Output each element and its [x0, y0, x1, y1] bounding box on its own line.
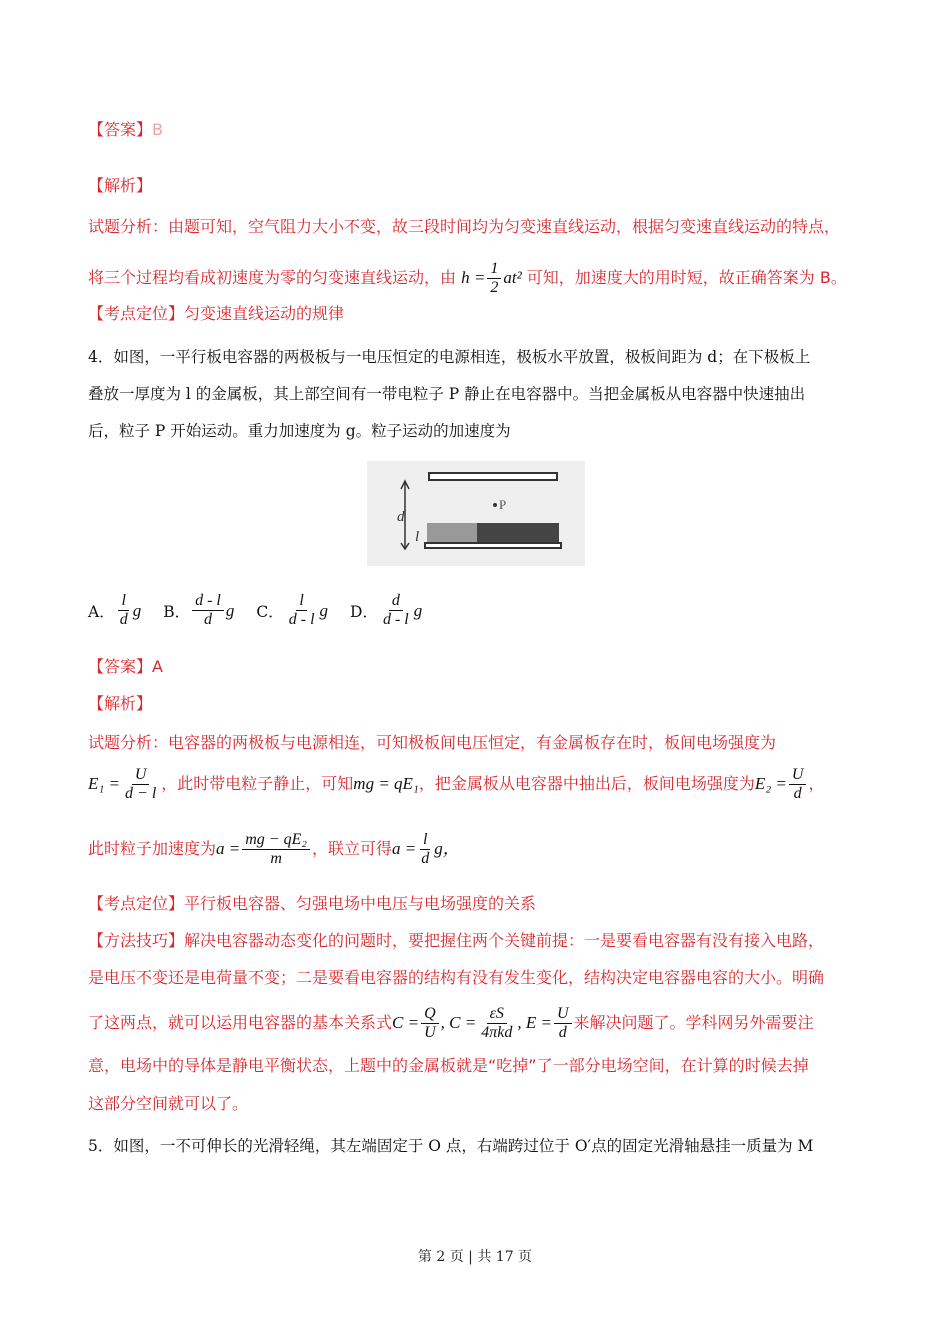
formula: E₂ = [754, 774, 787, 793]
label-d: d [397, 509, 405, 525]
bottom-plate [425, 543, 561, 548]
option-d[interactable] [350, 592, 422, 629]
q4-line2: 叠放一厚度为 l 的金属板，其上部空间有一带电粒子 P 静止在电容器中。当把金属板从电容器中快速抽出 [88, 385, 806, 403]
formula: , C = [440, 1013, 477, 1032]
text: 来解决问题了。学科网另外需要注 [573, 1013, 814, 1032]
q4-method-line1 [88, 931, 824, 951]
denominator: d [421, 850, 430, 867]
q4-analysis-label: 【解析】 [88, 694, 153, 713]
q4-answer [88, 657, 163, 677]
denominator: m [270, 850, 282, 867]
q4-point [88, 894, 536, 914]
g: g [225, 600, 235, 620]
fraction [192, 592, 224, 629]
q4-analysis-line1: 试题分析：电容器的两极板与电源相连，可知极板间电压恒定，有金属板存在时，板间电场强度为 [88, 733, 777, 752]
option-label: D． [350, 602, 378, 621]
numerator: l [296, 592, 306, 611]
numerator: U [554, 1005, 572, 1024]
numerator: l [118, 592, 128, 611]
q4-method-line2: 是电压不变还是电荷量不变；二是要看电容器的结构有没有发生变化，结构决定电容器电容的大小。明确 [88, 968, 825, 987]
g: g [413, 600, 423, 620]
denominator: d [203, 611, 212, 628]
q4-options [88, 592, 444, 629]
denominator: d [119, 611, 128, 628]
q3-answer [88, 120, 163, 140]
numerator: d - l [192, 592, 224, 611]
answer-value: B [152, 120, 163, 139]
text: ，此时带电粒子静止，可知 [161, 774, 354, 793]
q4-line3: 后，粒子 P 开始运动。重力加速度为 g。粒子运动的加速度为 [88, 422, 511, 440]
g: g [319, 600, 329, 620]
formula: , E = [517, 1013, 552, 1032]
q5-line1: 5．如图，一不可伸长的光滑轻绳，其左端固定于 O 点，右端跨过位于 O′点的固定光滑轴悬挂一质量为 M [88, 1137, 814, 1155]
text: ，联立可得 [311, 839, 392, 858]
fraction [554, 1005, 572, 1042]
denominator: U [424, 1024, 436, 1041]
text: ，把金属板从电容器中抽出后，板间电场强度为 [418, 774, 755, 793]
fraction [242, 831, 310, 868]
fraction [418, 831, 432, 868]
answer-value: A [152, 657, 163, 676]
numerator: mg − qE₂ [242, 831, 310, 850]
capacitor-figure [367, 461, 585, 566]
q4-method-line4: 意，电场中的导体是静电平衡状态，上题中的金属板就是“吃掉”了一部分电场空间，在计算的时候去掉 [88, 1056, 809, 1075]
text: 匀变速直线运动的规律 [184, 304, 345, 323]
numerator: εS [487, 1005, 507, 1024]
q4-analysis-line3 [88, 829, 460, 869]
answer-label: 【答案】 [88, 120, 153, 139]
q3-analysis-label: 【解析】 [88, 176, 153, 195]
particle-p [493, 503, 497, 507]
text: 可知，加速度大的用时短，故正确答案为 B。 [526, 268, 847, 287]
q4-method-line3 [88, 1003, 814, 1043]
denominator: d - l [288, 611, 315, 628]
formula: at² [503, 268, 522, 287]
formula: a = [216, 839, 241, 858]
denominator: d − l [125, 785, 157, 802]
denominator: d - l [382, 611, 409, 628]
label: 【考点定位】 [88, 304, 185, 323]
option-c[interactable] [256, 592, 328, 629]
text: 平行板电容器、匀强电场中电压与电场强度的关系 [184, 894, 537, 913]
formula: C = [392, 1013, 420, 1032]
fraction [789, 766, 807, 803]
numerator: l [420, 831, 430, 850]
q4-line1: 4．如图，一平行板电容器的两极板与一电压恒定的电源相连，极板水平放置，极板间距为 d；在下极板上 [88, 348, 811, 366]
text: 此时粒子加速度为 [88, 839, 217, 858]
denominator: 2 [490, 279, 499, 296]
denominator: d [558, 1024, 567, 1041]
option-label: C． [256, 602, 284, 621]
denominator: 4πkd [481, 1024, 513, 1041]
answer-label: 【答案】 [88, 657, 153, 676]
q4-analysis-line2 [88, 764, 824, 804]
fraction [286, 592, 318, 629]
text: ， [808, 774, 825, 793]
label-l: l [415, 529, 420, 545]
label: 【方法技巧】 [88, 931, 185, 950]
fraction [487, 260, 501, 297]
label: 【考点定位】 [88, 894, 185, 913]
fraction [117, 592, 131, 629]
q3-analysis-line2 [88, 260, 847, 297]
q4-method-line5: 这部分空间就可以了。 [88, 1094, 249, 1113]
numerator: U [132, 766, 150, 785]
page-footer: 第 2 页 | 共 17 页 [417, 1249, 533, 1265]
numerator: Q [421, 1005, 439, 1024]
option-label: B． [163, 602, 191, 621]
text: 了这两点，就可以运用电容器的基本关系式 [88, 1013, 393, 1032]
option-b[interactable] [163, 592, 234, 629]
text: 将三个过程均看成初速度为零的匀变速直线运动，由 [88, 268, 457, 287]
numerator: U [789, 766, 807, 785]
q3-point [88, 304, 344, 324]
denominator: d [793, 785, 802, 802]
fraction [122, 766, 159, 803]
fraction [380, 592, 412, 629]
formula: g， [434, 839, 460, 858]
numerator: d [389, 592, 403, 611]
formula: a = [391, 839, 417, 858]
fraction [421, 1005, 439, 1042]
top-plate [429, 473, 557, 480]
formula: h = [461, 268, 486, 287]
q3-analysis-line1: 试题分析：由题可知，空气阻力大小不变，故三段时间均为匀变速直线运动，根据匀变速直线运动的特点， [88, 217, 841, 236]
formula: mg = qE₁ [353, 774, 419, 793]
numerator: 1 [487, 260, 501, 279]
text: 解决电容器动态变化的问题时，要把握住两个关键前提：一是要看电容器有没有接入电路， [184, 931, 825, 950]
label-p: P [499, 497, 507, 512]
option-label: A． [88, 602, 115, 621]
option-a[interactable] [88, 592, 141, 629]
g: g [132, 600, 142, 620]
formula: E₁ = [88, 774, 121, 793]
fraction [478, 1005, 515, 1042]
